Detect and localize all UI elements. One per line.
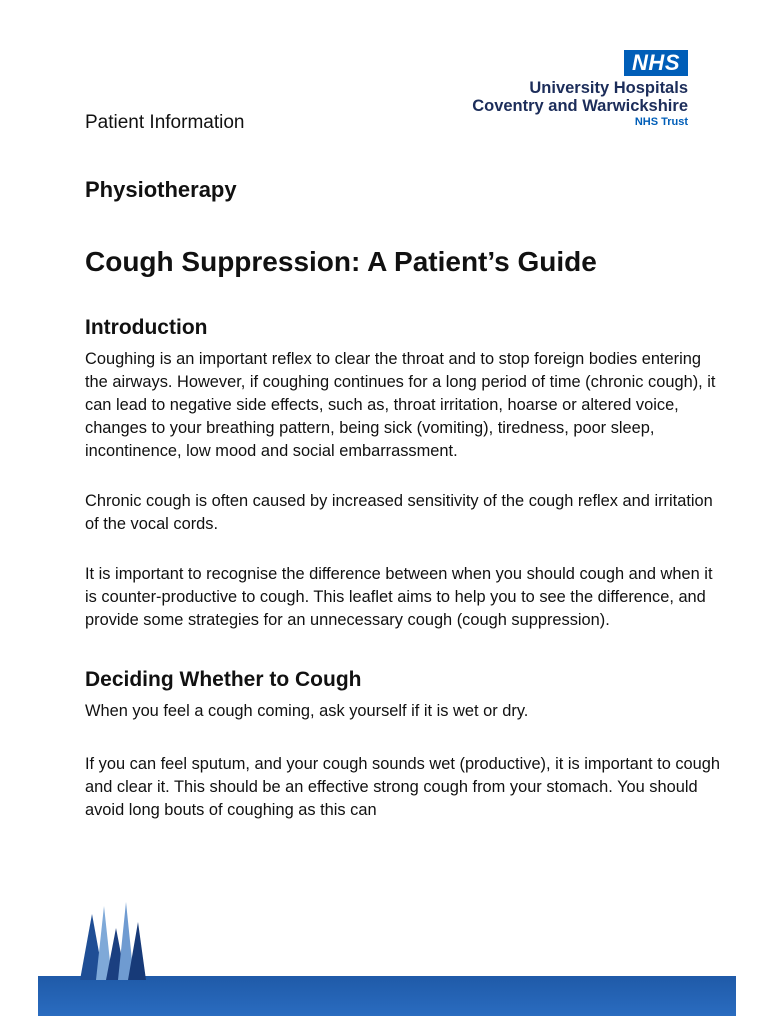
footer-band: [38, 976, 736, 1016]
logo-organisation-line1: University Hospitals: [529, 79, 688, 97]
footer-spires-graphic: [0, 896, 768, 1024]
intro-paragraph-2: Chronic cough is often caused by increased sensitivity of the cough reflex and irritation of the vocal cords.: [85, 492, 713, 533]
intro-paragraph-1: Coughing is an important reflex to clear the throat and to stop foreign bodies entering the airways. However, if coughing continues for a long period of time (chronic cough), it can lead to negative side effects, such as, throat irritation, hoarse or altered voice, changes to your breathing pattern, being sick (vomiting), tiredness, poor sleep, incontinence, low mood and social embarrassment.: [85, 350, 716, 460]
patient-information-label: Patient Information: [85, 112, 245, 133]
introduction-heading: Introduction: [85, 316, 208, 339]
intro-paragraph-3: It is important to recognise the difference between when you should cough and when it is counter-productive to cough. This leaflet aims to help you to see the difference, and provide some strategies for an unnecessary cough (cough suppression).: [85, 565, 713, 629]
document-body: [85, 314, 725, 822]
nhs-badge: NHS: [624, 50, 688, 76]
department-heading: Physiotherapy: [85, 177, 237, 202]
page-title: Cough Suppression: A Patient’s Guide: [85, 246, 597, 277]
deciding-paragraph-1: When you feel a cough coming, ask yourself if it is wet or dry.: [85, 702, 529, 720]
deciding-paragraph-2: If you can feel sputum, and your cough sounds wet (productive), it is important to cough and clear it. This should be an effective strong cough from your stomach. You should avoid long bouts of coughing as this can: [85, 755, 721, 819]
logo-organisation-line2: Coventry and Warwickshire: [472, 97, 688, 115]
logo-trust-label: NHS Trust: [634, 116, 688, 128]
deciding-heading: Deciding Whether to Cough: [85, 668, 362, 691]
nhs-logo: [440, 50, 688, 129]
